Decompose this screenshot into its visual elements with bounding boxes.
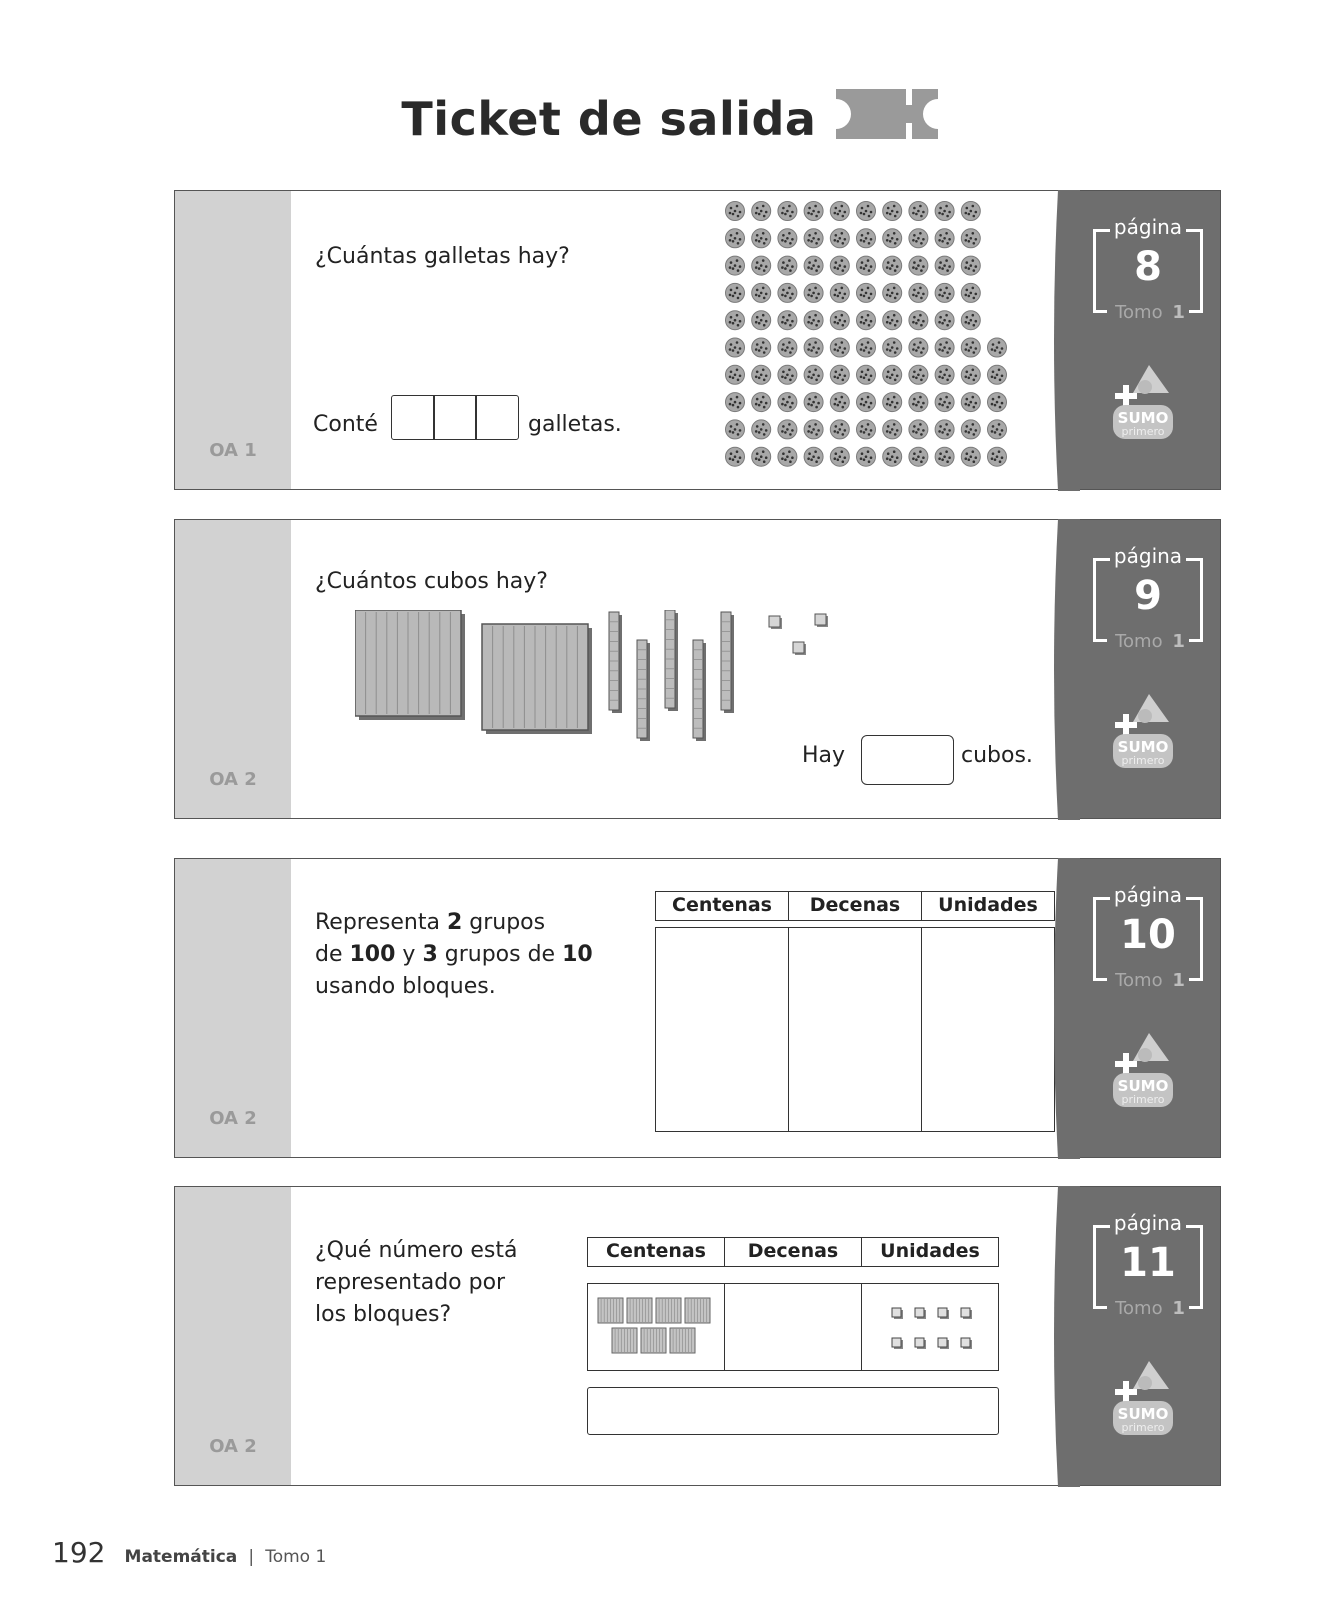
unit-cube <box>769 616 782 629</box>
oa-label: OA 1 <box>209 440 257 461</box>
cookie-icon <box>909 229 928 248</box>
cookie-icon <box>726 283 745 302</box>
cookie-icon <box>857 283 876 302</box>
cookie-icon <box>804 393 823 412</box>
page-reference-box <box>1093 215 1203 323</box>
cookie-icon <box>778 393 797 412</box>
page-number: 10 <box>1120 912 1176 958</box>
cookie-icon <box>988 447 1007 466</box>
cookie-icon <box>961 420 980 439</box>
tomo-word: Tomo <box>1111 631 1167 652</box>
hundred-flat <box>670 1328 695 1353</box>
unit-cube <box>815 614 828 627</box>
cookie-icon <box>883 393 902 412</box>
cookie-icon <box>883 202 902 221</box>
header-decenas: Decenas <box>724 1237 862 1267</box>
hundred-flats <box>588 1284 724 1370</box>
ten-rod <box>693 640 706 741</box>
cookie-icon <box>830 447 849 466</box>
cookie-icon <box>830 256 849 275</box>
cookie-icon <box>804 256 823 275</box>
answer-box-digits[interactable] <box>391 395 519 440</box>
cookie-icon <box>935 202 954 221</box>
cookie-icon <box>961 283 980 302</box>
cookie-icon <box>857 393 876 412</box>
cookie-icon <box>857 365 876 384</box>
cookie-icon <box>857 202 876 221</box>
cookie-icon <box>804 202 823 221</box>
cookie-icon <box>883 229 902 248</box>
page-word: página <box>1110 544 1186 568</box>
page-number: 9 <box>1134 573 1162 619</box>
ticket-card-2 <box>174 519 1221 819</box>
cookie-icon <box>988 338 1007 357</box>
cookie-icon <box>883 447 902 466</box>
cookie-icon <box>752 311 771 330</box>
cookie-icon <box>752 447 771 466</box>
cookie-icon <box>726 447 745 466</box>
ticket-card-3 <box>174 858 1221 1158</box>
unit-cube <box>892 1308 903 1319</box>
tomo-number: 1 <box>1172 970 1185 991</box>
cookie-icon <box>909 393 928 412</box>
logo-text: SUMO <box>1117 409 1169 427</box>
header-centenas: Centenas <box>655 891 789 921</box>
cookie-icon <box>752 338 771 357</box>
cookie-icon <box>909 420 928 439</box>
page-number: 11 <box>1120 1240 1176 1286</box>
logo-text: SUMO <box>1117 738 1169 756</box>
title-row <box>0 92 1339 146</box>
cookie-icon <box>726 311 745 330</box>
cookie-icon <box>909 338 928 357</box>
cookie-icon <box>778 311 797 330</box>
header-decenas: Decenas <box>788 891 922 921</box>
card-margin <box>175 191 291 489</box>
cookie-icon <box>961 311 980 330</box>
cookie-icon <box>909 311 928 330</box>
answer-prefix: Hay <box>802 743 846 768</box>
cookie-icon <box>830 202 849 221</box>
cookie-icon <box>883 338 902 357</box>
cookie-icon <box>726 338 745 357</box>
cookie-icon <box>752 283 771 302</box>
header-centenas: Centenas <box>587 1237 725 1267</box>
cookie-icon <box>935 311 954 330</box>
cookie-icon <box>935 229 954 248</box>
cookie-icon <box>988 420 1007 439</box>
unit-cube <box>961 1338 972 1349</box>
ten-rod <box>721 612 734 713</box>
cookie-icon <box>752 202 771 221</box>
question-text: ¿Cuántas galletas hay? <box>315 244 570 269</box>
cookie-icon <box>752 256 771 275</box>
cookie-icon <box>726 365 745 384</box>
page-word: página <box>1110 1211 1186 1235</box>
cell-centenas[interactable] <box>655 927 789 1132</box>
cookie-icon <box>935 365 954 384</box>
cookie-icon <box>804 447 823 466</box>
cookie-icon <box>988 365 1007 384</box>
cookie-icon <box>857 229 876 248</box>
hundred-flat <box>627 1298 652 1323</box>
cookie-icon <box>804 311 823 330</box>
cookie-icon <box>961 338 980 357</box>
cookie-icon <box>804 420 823 439</box>
footer-volume: Tomo 1 <box>265 1547 327 1567</box>
cookie-icon <box>909 256 928 275</box>
hundred-flat <box>598 1298 623 1323</box>
page-reference-panel <box>1073 859 1220 1157</box>
cookie-icon <box>961 393 980 412</box>
answer-suffix: cubos. <box>961 743 1033 768</box>
page-reference-box <box>1093 544 1203 652</box>
unit-cube <box>915 1308 926 1319</box>
cookie-icon <box>935 256 954 275</box>
cookie-icon <box>752 365 771 384</box>
cookie-icon <box>935 420 954 439</box>
cookie-icon <box>830 229 849 248</box>
logo-text: SUMO <box>1117 1405 1169 1423</box>
ticket-card-1 <box>174 190 1221 490</box>
hundred-flat <box>641 1328 666 1353</box>
cookie-icon <box>726 229 745 248</box>
tomo-word: Tomo <box>1111 302 1167 323</box>
cookie-icon <box>778 256 797 275</box>
cell-unidades[interactable] <box>921 927 1055 1132</box>
answer-suffix: galletas. <box>528 412 622 437</box>
cookie-icon <box>778 365 797 384</box>
cookie-icon <box>804 338 823 357</box>
cookie-icon <box>726 202 745 221</box>
cookie-icon <box>883 283 902 302</box>
card-margin <box>175 1187 291 1485</box>
tomo-number: 1 <box>1172 302 1185 323</box>
cookie-icon <box>830 393 849 412</box>
cookie-icon <box>726 256 745 275</box>
base-ten-blocks <box>355 610 855 750</box>
page-reference-panel <box>1073 191 1220 489</box>
cookie-icon <box>883 365 902 384</box>
card-margin <box>175 520 291 818</box>
cookie-icon <box>778 202 797 221</box>
cookie-icon <box>961 256 980 275</box>
cookie-icon <box>778 283 797 302</box>
logo-sub: primero <box>1121 1421 1165 1434</box>
cookie-icon <box>935 393 954 412</box>
footer-subject: Matemática <box>124 1547 238 1567</box>
cookie-icon <box>961 229 980 248</box>
cookie-icon <box>909 365 928 384</box>
page-number: 8 <box>1134 244 1162 290</box>
unit-cube <box>915 1338 926 1349</box>
cookie-icon <box>752 393 771 412</box>
oa-label: OA 2 <box>209 1108 257 1129</box>
cookie-icon <box>961 202 980 221</box>
cookie-icon <box>935 447 954 466</box>
ticket-icon <box>836 89 938 143</box>
hundred-flat <box>355 610 465 720</box>
unit-cube <box>793 642 806 655</box>
page-word: página <box>1110 883 1186 907</box>
cell-decenas[interactable] <box>788 927 922 1132</box>
page-reference-box <box>1093 883 1203 991</box>
cookie-icon <box>883 420 902 439</box>
sumo-primero-logo <box>1111 692 1177 776</box>
page-title: Ticket de salida <box>401 92 817 146</box>
page-reference-panel <box>1073 1187 1220 1485</box>
cookie-icon <box>935 338 954 357</box>
unit-cube <box>938 1308 949 1319</box>
cookie-icon <box>830 420 849 439</box>
answer-box[interactable] <box>587 1387 999 1435</box>
unit-cube <box>961 1308 972 1319</box>
logo-sub: primero <box>1121 754 1165 767</box>
ten-rod <box>609 612 622 713</box>
hundred-flat <box>482 624 592 734</box>
cell-unidades <box>861 1283 999 1371</box>
cookie-icon <box>778 447 797 466</box>
header-unidades: Unidades <box>861 1237 999 1267</box>
page-reference-panel <box>1073 520 1220 818</box>
footer-page-number: 192 <box>52 1536 106 1569</box>
cookie-icon <box>935 283 954 302</box>
cell-centenas <box>587 1283 725 1371</box>
logo-text: SUMO <box>1117 1077 1169 1095</box>
cookie-icon <box>909 202 928 221</box>
cookie-icon <box>961 447 980 466</box>
cookie-icon <box>778 229 797 248</box>
cookie-icon <box>961 365 980 384</box>
cookie-icon <box>830 338 849 357</box>
cell-decenas <box>724 1283 862 1371</box>
unit-cube <box>892 1338 903 1349</box>
cookie-icon <box>804 365 823 384</box>
cookie-icon <box>830 311 849 330</box>
cookie-icon <box>857 420 876 439</box>
hundred-flat <box>685 1298 710 1323</box>
cookie-icon <box>726 420 745 439</box>
question-text: ¿Qué número está representado por los bloques? <box>315 1238 518 1327</box>
page-reference-box <box>1093 1211 1203 1319</box>
ten-rod <box>665 610 678 711</box>
unit-cube <box>938 1338 949 1349</box>
cookie-icon <box>830 283 849 302</box>
cookie-icon <box>909 283 928 302</box>
sumo-primero-logo <box>1111 1031 1177 1115</box>
oa-label: OA 2 <box>209 769 257 790</box>
card-margin <box>175 859 291 1157</box>
tomo-number: 1 <box>1172 631 1185 652</box>
tomo-number: 1 <box>1172 1298 1185 1319</box>
cookie-icon <box>909 447 928 466</box>
question-text: ¿Cuántos cubos hay? <box>315 569 548 594</box>
tomo-word: Tomo <box>1111 1298 1167 1319</box>
cookie-icon <box>857 311 876 330</box>
answer-prefix: Conté <box>313 412 378 437</box>
hundred-flat <box>656 1298 681 1323</box>
cookie-icon <box>857 338 876 357</box>
cookie-icon <box>752 229 771 248</box>
question-text: Representa 2 grupos de 100 y 3 grupos de 10 usando bloques. <box>315 910 593 999</box>
tomo-word: Tomo <box>1111 970 1167 991</box>
page-word: página <box>1110 215 1186 239</box>
ticket-card-4 <box>174 1186 1221 1486</box>
page-footer <box>52 1536 326 1569</box>
cookie-icon <box>857 447 876 466</box>
header-unidades: Unidades <box>921 891 1055 921</box>
ten-rod <box>637 640 650 741</box>
hundred-flat <box>612 1328 637 1353</box>
cookie-icon <box>804 283 823 302</box>
cookie-icon <box>726 393 745 412</box>
footer-separator: | <box>248 1547 255 1567</box>
cookie-icon <box>778 338 797 357</box>
cookie-icon <box>830 365 849 384</box>
sumo-primero-logo <box>1111 363 1177 447</box>
answer-box[interactable] <box>861 735 954 785</box>
cookie-icon <box>778 420 797 439</box>
logo-sub: primero <box>1121 1093 1165 1106</box>
cookies-array <box>723 199 1013 475</box>
cookie-icon <box>883 311 902 330</box>
sumo-primero-logo <box>1111 1359 1177 1443</box>
cookie-icon <box>988 393 1007 412</box>
cookie-icon <box>804 229 823 248</box>
cookie-icon <box>883 256 902 275</box>
logo-sub: primero <box>1121 425 1165 438</box>
cookie-icon <box>752 420 771 439</box>
cookie-icon <box>857 256 876 275</box>
oa-label: OA 2 <box>209 1436 257 1457</box>
unit-cubes <box>862 1284 998 1370</box>
